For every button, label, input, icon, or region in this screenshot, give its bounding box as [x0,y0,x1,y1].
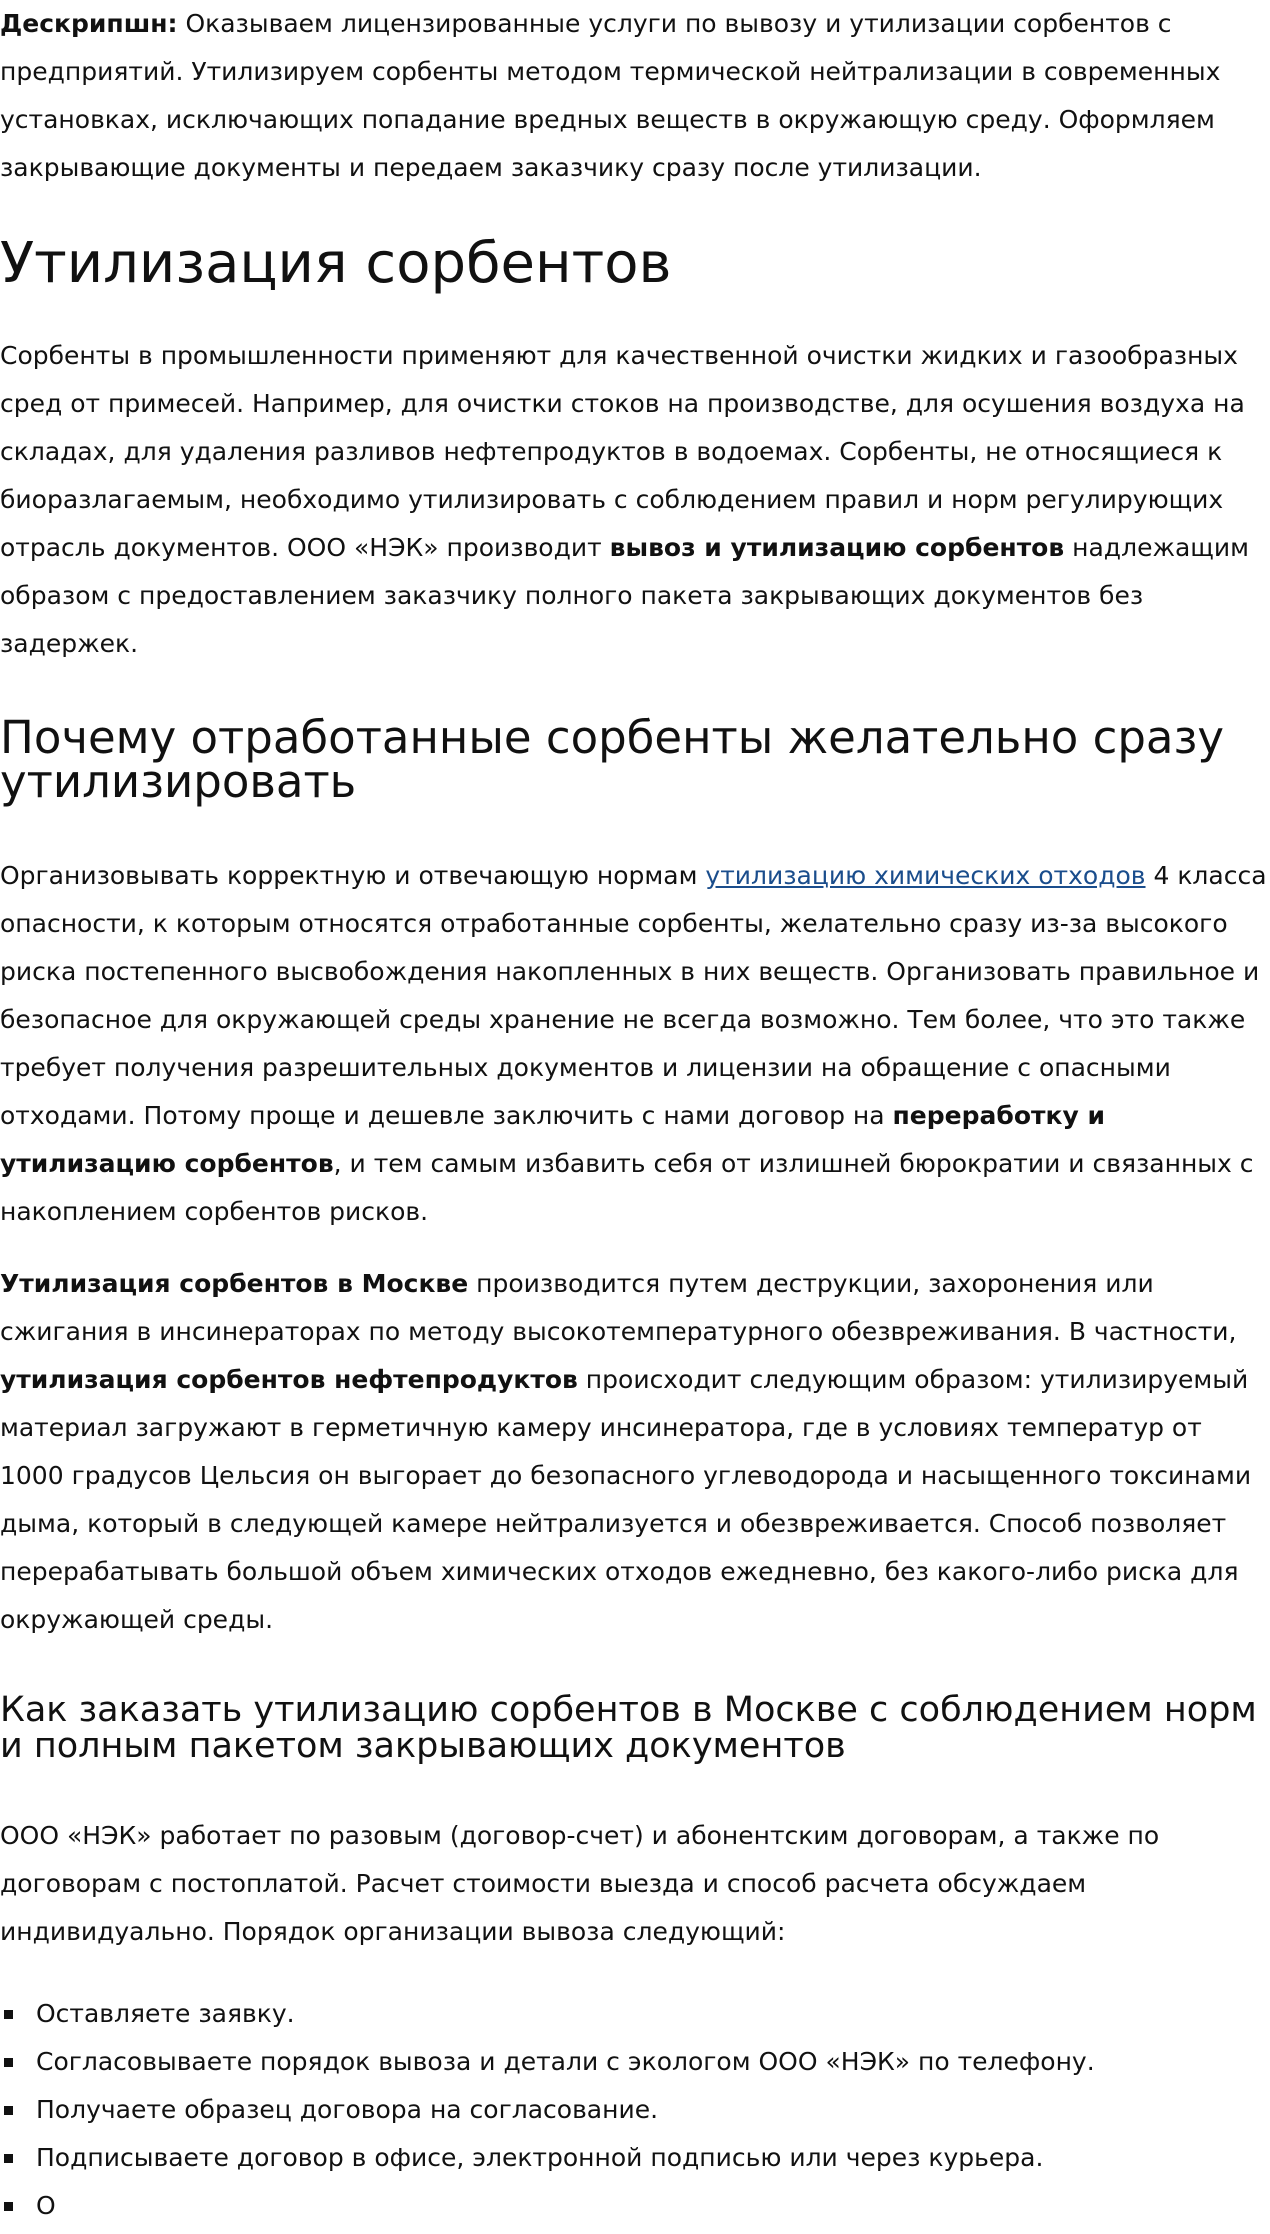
list-item [0,2038,1270,2086]
step-text: Согласовываете порядок вывоза и детали с экологом ООО «НЭК» по телефону. [36,2047,1095,2076]
description-paragraph [0,0,1270,192]
why-p2-text-1: производится путем деструкции, захоронения или сжигания в инсинераторах по методу высокотемпературного обезвреживания. В частности, [0,1269,1237,1346]
bullet-icon [4,2010,13,2019]
intro-paragraph [0,332,1270,668]
intro-text-1: Сорбенты в промышленности применяют для качественной очистки жидких и газообразных сред от примесей. Например, для очистки стоков на производстве, для осушения воздуха на складах, для удаления разливов нефтепродуктов в водоемах. Сорбенты, не относящиеся к биоразлагаемым, необходимо утилизировать с соблюдением правил и норм регулирующих отрасль документов. ООО «НЭК» производит [0,341,1245,562]
why-p2-text-2: происходит следующим образом: утилизируемый материал загружают в герметичную камеру инсинератора, где в условиях температур от 1000 градусов Цельсия он выгорает до безопасного углеводорода и насыщенного токсинами дыма, который в следующей камере нейтрализуется и обезвреживается. Способ позволяет перерабатывать большой объем химических отходов ежедневно, без какого-либо риска для окружающей среды. [0,1365,1252,1634]
why-p2-bold-1: Утилизация сорбентов в Москве [0,1269,469,1298]
description-text: Оказываем лицензированные услуги по вывозу и утилизации сорбентов с предприятий. Утилизируем сорбенты методом термической нейтрализации в современных установках, исключающих попадание вредных веществ в окружающую среду. Оформляем закрывающие документы и передаем заказчику сразу после утилизации. [0,9,1221,182]
bullet-icon [4,2106,13,2115]
bullet-icon [4,2202,13,2211]
heading-order: Как заказать утилизацию сорбентов в Москве с соблюдением норм и полным пакетом закрывающих документов [0,1690,1257,1766]
list-item [0,1990,1270,2038]
why-p2-bold-2: утилизация сорбентов нефтепродуктов [0,1365,578,1394]
bullet-icon [4,2058,13,2067]
order-paragraph: ООО «НЭК» работает по разовым (договор-счет) и абонентским договорам, а также по договорам с постоплатой. Расчет стоимости выезда и способ расчета обсуждаем индивидуально. Порядок организации вывоза следующий: [0,1821,1160,1946]
why-p1-text-3: , и тем самым избавить себя от излишней бюрократии и связанных с накоплением сорбентов рисков. [0,1149,1254,1226]
why-paragraph-2 [0,1260,1270,1644]
why-p1-text-2: 4 класса опасности, к которым относятся отработанные сорбенты, желательно сразу из-за высокого риска постепенного высвобождения накопленных в них веществ. Организовать правильное и безопасное для окружающей среды хранение не всегда возможно. Тем более, что это также требует получения разрешительных документов и лицензии на обращение с опасными отходами. Потому проще и дешевле заключить с нами договор на [0,861,1267,1130]
step-text: Получаете образец договора на согласование. [36,2095,659,2124]
why-paragraph-1 [0,852,1270,1236]
intro-bold: вывоз и утилизацию сорбентов [609,533,1065,562]
step-text: О [36,2191,56,2220]
list-item [0,2086,1270,2134]
steps-list [0,1990,1270,2230]
intro-text-2: надлежащим образом с предоставлением заказчику полного пакета закрывающих документов без задержек. [0,533,1249,658]
list-item [0,2134,1270,2182]
chemical-waste-link[interactable]: утилизацию химических отходов [705,861,1146,890]
why-p1-bold: переработку и утилизацию сорбентов [0,1101,1105,1178]
step-text: Подписываете договор в офисе, электронной подписью или через курьера. [36,2143,1044,2172]
bullet-icon [4,2154,13,2163]
list-item [0,2182,1270,2230]
step-text: Оставляете заявку. [36,1999,295,2028]
page-title: Утилизация сорбентов [0,231,672,296]
why-p1-text-1: Организовывать корректную и отвечающую нормам [0,861,706,890]
description-label: Дескрипшн: [0,9,178,38]
heading-why: Почему отработанные сорбенты желательно сразу утилизировать [0,711,1225,808]
